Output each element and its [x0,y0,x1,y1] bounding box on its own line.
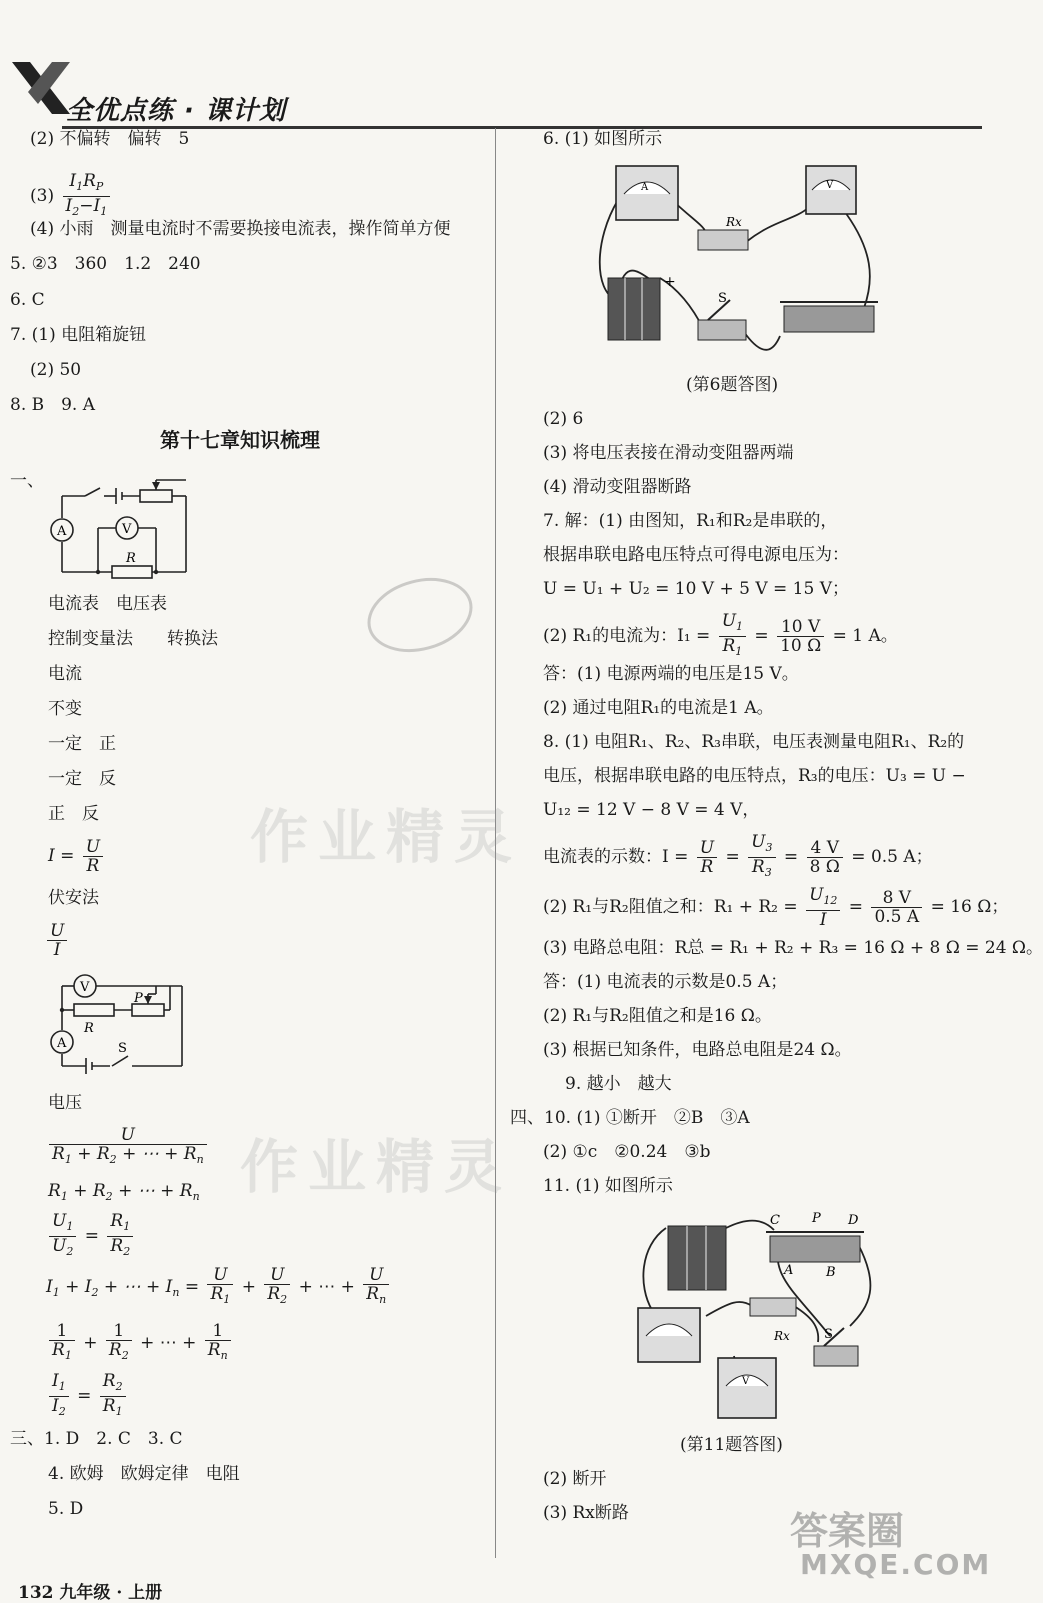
figure-caption: (第11题答图) [680,1435,783,1455]
answer-line: 电流表 电压表 [48,594,167,614]
answer-line: 四、10. (1) ①断开 ②B ③A [510,1108,750,1128]
answer-line: 11. (1) 如图所示 [543,1176,673,1196]
svg-text:V: V [826,180,834,191]
answer-line: (2) 断开 [543,1469,607,1489]
answer-line: 7. (1) 电阻箱旋钮 [10,325,147,345]
answer-line: 根据串联电路电压特点可得电源电压为： [543,545,849,565]
answer-line: 伏安法 [48,888,99,908]
answer-line: 6. C [10,290,45,310]
formula: $R_1 + R_2$ + ⋯ + $R_n$ [48,1181,200,1203]
formula: (2) R₁的电流为：I₁ = $\frac{U_1}{R_1}$ = $\frac{10 V}{10 \Omega}$ = 1 A。 [543,611,898,658]
svg-text:A: A [784,1263,794,1278]
answer-line: 7. 解：(1) 由图知，R₁和R₂是串联的， [543,511,838,531]
answer-line: 答：(1) 电流表的示数是0.5 A； [543,972,788,992]
circuit-diagram [44,970,204,1080]
answer-line: 8. B 9. A [10,395,96,415]
svg-text:V: V [742,1376,750,1387]
header-rule [62,126,982,129]
formula: 电流表的示数：I = $\frac{U}{R}$ = $\frac{U_3}{R_3}$ = $\frac{4 V}{8 \Omega}$ = 0.5 A； [543,832,933,879]
svg-text:B: B [826,1265,836,1280]
switch-icon [698,291,746,340]
svg-text:V: V [80,980,90,995]
formula: $\frac{I_1}{I_2}$ = $\frac{R_2}{R_1}$ [46,1372,129,1421]
answer-line: (4) 小雨 测量电流时不需要换接电流表，操作简单方便 [30,219,451,239]
svg-text:+: + [664,274,676,290]
formula: $\frac{U}{I}$ [44,922,70,959]
svg-text:A: A [57,524,67,539]
circuit-diagram [40,476,200,586]
svg-text:D: D [848,1213,859,1228]
answer-line: U₁₂ = 12 V − 8 V = 4 V， [543,800,760,820]
answer-line: (3) Rx断路 [543,1503,629,1523]
answer-line: 控制变量法 转换法 [48,629,218,649]
resistor-icon [750,1298,796,1343]
answer-line: 一定 反 [48,769,116,789]
svg-text:P: P [812,1211,821,1226]
formula: I = $\frac{U}{R}$ [48,838,106,875]
svg-text:R: R [84,1021,94,1036]
answer-line: (2) R₁与R₂阻值之和是16 Ω。 [543,1006,772,1026]
formula: $\frac{1}{R_1}$ + $\frac{1}{R_2}$ + ⋯ + $\frac{1}{R_n}$ [46,1322,234,1365]
brand-watermark-url: MXQE.COM [800,1548,992,1581]
answer-line: 5. D [48,1499,84,1519]
battery-icon [668,1226,726,1290]
answer-line: 答：(1) 电源两端的电压是15 V。 [543,664,799,684]
formula: $\frac{I_1R_P}{I_2-I_1}$ [63,172,111,221]
svg-text:R: R [126,551,136,566]
resistor-icon [698,215,748,250]
answer-line: 9. 越小 越大 [565,1074,672,1094]
formula: $I_1 + I_2$ + ⋯ + $I_n$ = $\frac{U}{R_1}$ + $\frac{U}{R_2}$ + ⋯ + $\frac{U}{R_n}$ [46,1266,392,1309]
answer-line: U = U₁ + U₂ = 10 V + 5 V = 15 V； [543,579,849,599]
stamp-icon [360,570,480,660]
answer-line: 正 反 [48,804,99,824]
chapter-title: 第十七章知识梳理 [160,428,320,452]
answer-line: 6. (1) 如图所示 [543,129,663,149]
svg-text:A: A [57,1036,67,1051]
figure-caption: (第6题答图) [686,375,779,395]
ammeter-icon [616,166,678,220]
rheostat-icon [780,302,878,332]
answer-line: 5. ②3 360 1.2 240 [10,254,201,274]
rheostat-icon [766,1232,864,1262]
answer-line: 8. (1) 电阻R₁、R₂、R₃串联，电压表测量电阻R₁、R₂的 [543,732,965,752]
answer-line: (3) 电路总电阻：R总 = R₁ + R₂ + R₃ = 16 Ω + 8 Ω = 24 Ω。 [543,938,1043,958]
answer-line: (3) 根据已知条件，电路总电阻是24 Ω。 [543,1040,852,1060]
formula: $\frac{U_1}{U_2}$ = $\frac{R_1}{R_2}$ [46,1212,136,1261]
svg-text:P: P [134,991,143,1006]
svg-text:S: S [718,291,727,306]
battery-icon [608,274,676,340]
answer-line: (2) 50 [30,360,82,380]
svg-text:Rx: Rx [726,215,742,229]
answer-line: 不变 [48,699,82,719]
formula: (2) R₁与R₂阻值之和：R₁ + R₂ = $\frac{U_{12}}{I}$ = $\frac{8 V}{0.5 A}$ = 16 Ω； [543,885,1009,930]
switch-icon [814,1327,858,1366]
page-footer: 132 九年级 · 上册 [18,1583,163,1603]
answer-label: (3) [30,186,55,206]
svg-text:V: V [122,522,132,537]
answer-line: (2) ①c ②0.24 ③b [543,1142,711,1162]
watermark: 作业精灵 [250,803,523,871]
answer-line: 4. 欧姆 欧姆定律 电阻 [48,1464,240,1484]
svg-text:Rx: Rx [774,1329,790,1343]
voltmeter-icon [718,1358,776,1418]
answer-line: 电流 [48,664,82,684]
formula: $\frac{U}{R_1 + R_2 + \cdots + R_n}$ [46,1126,210,1169]
answer-line: (2) 6 [543,409,584,429]
answer-line: (2) 通过电阻R₁的电流是1 A。 [543,698,774,718]
answer-line: (2) 不偏转 偏转 5 [30,129,190,149]
svg-text:S: S [824,1327,833,1342]
answer-line: (4) 滑动变阻器断路 [543,477,692,497]
answer-line: 电压 [48,1093,82,1113]
brand-watermark: 答案圈 [790,1509,905,1553]
header-title: 全优点练 · 课计划 [66,96,286,126]
answer-line: 电压，根据串联电路的电压特点，R₃的电压：U₃ = U − [543,766,966,786]
section-label: 一、 [10,471,44,491]
circuit-photo-figure [630,1206,880,1426]
ammeter-icon [638,1308,700,1362]
voltmeter-icon [806,166,856,214]
svg-text:S: S [118,1041,127,1056]
answer-line: 一定 正 [48,734,116,754]
answer-line: (3) 将电压表接在滑动变阻器两端 [543,443,794,463]
page-header [0,40,996,126]
answer-line [30,172,113,221]
watermark: 作业精灵 [240,1133,513,1201]
circuit-photo-figure [594,160,894,360]
svg-text:A: A [641,182,649,193]
answer-line: 三、1. D 2. C 3. C [10,1429,183,1449]
svg-text:C: C [770,1213,780,1228]
